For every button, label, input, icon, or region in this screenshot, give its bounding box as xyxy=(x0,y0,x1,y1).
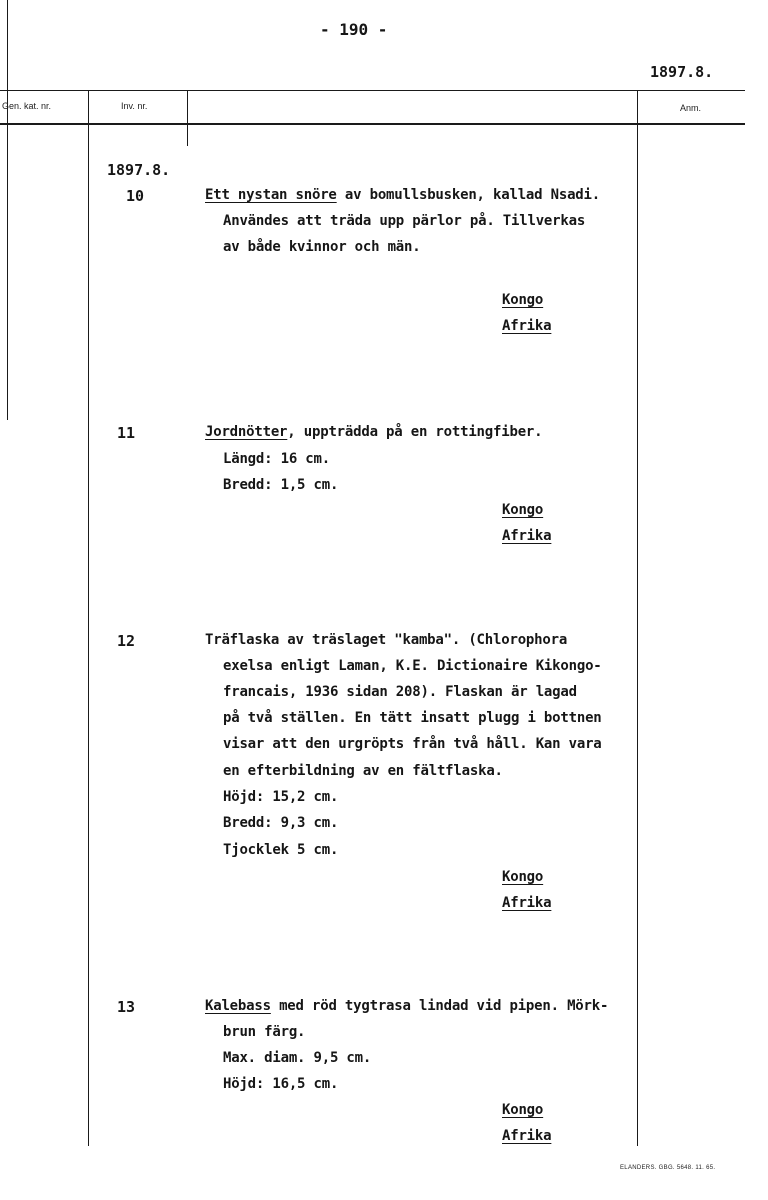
entry-title-rest: , uppträdda på en rottingfiber. xyxy=(287,424,543,440)
entry-line: francais, 1936 sidan 208). Flaskan är lagad xyxy=(223,684,577,700)
entry-first-line xyxy=(205,998,608,1014)
entry-number: 11 xyxy=(117,424,136,442)
year-top-right: 1897.8. xyxy=(650,63,714,81)
entry-region: Kongo xyxy=(502,502,544,518)
entry-line: Bredd: 1,5 cm. xyxy=(223,477,339,493)
entry-line: en efterbildning av en fältflaska. xyxy=(223,763,503,779)
column-header-inv: Inv. nr. xyxy=(121,101,148,111)
entry-title-rest: av bomullsbusken, kallad Nsadi. xyxy=(336,187,600,203)
entry-first-line xyxy=(205,424,542,440)
entry-continent: Afrika xyxy=(502,318,552,334)
entry-line: Höjd: 16,5 cm. xyxy=(223,1076,339,1092)
entry-region: Kongo xyxy=(502,869,544,885)
entry-title-rest: Träflaska av träslaget "kamba". (Chlorophora xyxy=(205,632,568,648)
year-left: 1897.8. xyxy=(107,161,171,179)
entry-title: Kalebass xyxy=(205,998,271,1014)
entry-title: Jordnötter xyxy=(205,424,288,440)
entry-title: Ett nystan snöre xyxy=(205,187,337,203)
page-number: - 190 - xyxy=(320,20,388,39)
entry-line: exelsa enligt Laman, K.E. Dictionaire Kikongo- xyxy=(223,658,602,674)
header-bottom-rule xyxy=(0,123,745,125)
entry-number: 12 xyxy=(117,632,136,650)
entry-continent: Afrika xyxy=(502,528,552,544)
left-margin-line xyxy=(7,0,8,420)
entry-number: 10 xyxy=(126,187,145,205)
entry-region: Kongo xyxy=(502,292,544,308)
entry-number: 13 xyxy=(117,998,136,1016)
header-top-rule xyxy=(0,90,745,91)
entry-line: brun färg. xyxy=(223,1024,306,1040)
entry-line: Tjocklek 5 cm. xyxy=(223,842,339,858)
entry-continent: Afrika xyxy=(502,895,552,911)
entry-line: Användes att träda upp pärlor på. Tillverkas xyxy=(223,213,586,229)
column-header-anm: Anm. xyxy=(680,103,702,113)
entry-title-rest: med röd tygtrasa lindad vid pipen. Mörk- xyxy=(270,998,609,1014)
column-divider-anm xyxy=(637,91,638,1146)
entry-line: Bredd: 9,3 cm. xyxy=(223,815,339,831)
entry-line: Höjd: 15,2 cm. xyxy=(223,789,339,805)
entry-line: på två ställen. En tätt insatt plugg i bottnen xyxy=(223,710,602,726)
column-divider-inv-left xyxy=(88,91,89,1146)
entry-line: av både kvinnor och män. xyxy=(223,239,421,255)
entry-first-line xyxy=(205,632,567,648)
column-divider-inv-right xyxy=(187,91,188,146)
entry-line: Max. diam. 9,5 cm. xyxy=(223,1050,372,1066)
entry-continent: Afrika xyxy=(502,1128,552,1144)
entry-line: Längd: 16 cm. xyxy=(223,451,330,467)
column-header-gen-kat: Gen. kat. nr. xyxy=(2,101,52,111)
entry-region: Kongo xyxy=(502,1102,544,1118)
printer-footer: ELANDERS. GBG. 5648. 11. 65. xyxy=(620,1165,716,1171)
entry-first-line xyxy=(205,187,600,203)
entry-line: visar att den urgröpts från två håll. Kan vara xyxy=(223,736,602,752)
